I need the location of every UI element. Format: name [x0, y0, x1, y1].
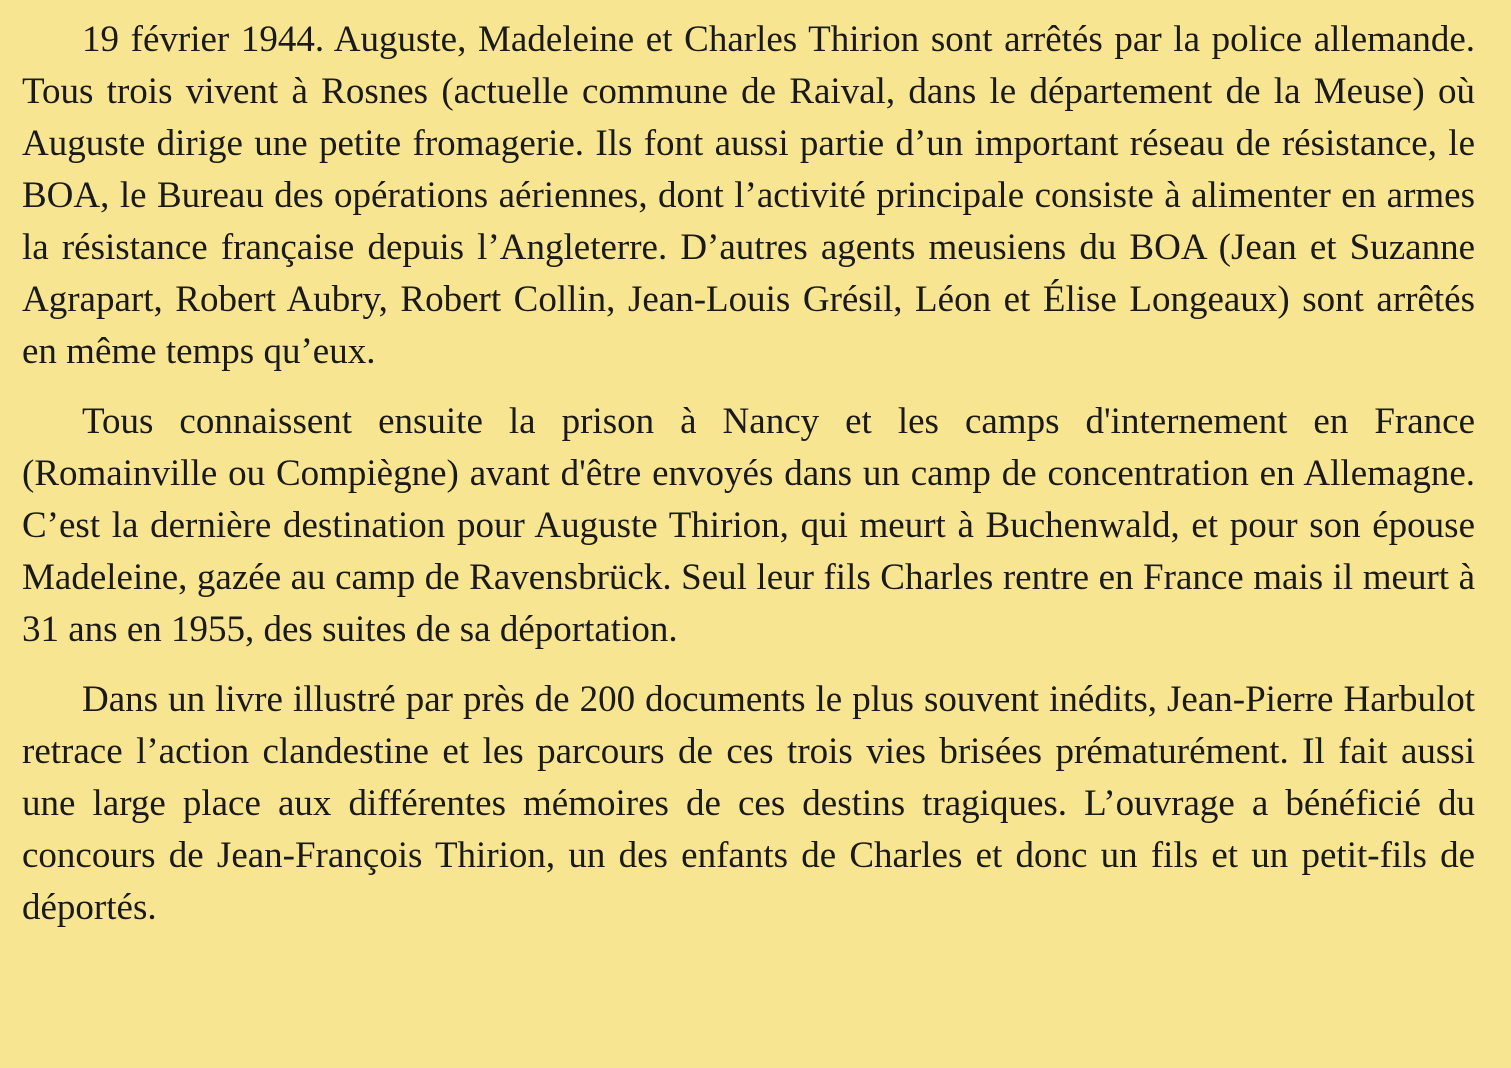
paragraph-book: Dans un livre illustré par près de 200 documents le plus souvent inédits, Jean-Pierre Harbulot retrace l’action clandestine et les parcours de ces trois vies brisées prématurément. Il fait aussi une large place aux différentes mémoires de ces destins tragiques. L’ouvrage a bénéficié du concours de Jean-François Thirion, un des enfants de Charles et donc un fils et un petit-fils de déportés. — [22, 679, 1475, 928]
paragraph-arrest: 19 février 1944. Auguste, Madeleine et Charles Thirion sont arrêtés par la police allemande. Tous trois vivent à Rosnes (actuelle commune de Raival, dans le département de la Meuse) où Auguste dirige une petite fromagerie. Ils font aussi partie d’un important réseau de résistance, le BOA, le Bureau des opérations aériennes, dont l’activité principale consiste à alimenter en armes la résistance française depuis l’Angleterre. D’autres agents meusiens du BOA (Jean et Suzanne Agrapart, Robert Aubry, Robert Collin, Jean-Louis Grésil, Léon et Élise Longeaux) sont arrêtés en même temps qu’eux. — [22, 19, 1475, 372]
paragraph-deportation: Tous connaissent ensuite la prison à Nancy et les camps d'internement en France (Romainville ou Compiègne) avant d'être envoyés dans un camp de concentration en Allemagne. C’est la dernière destination pour Auguste Thirion, qui meurt à Buchenwald, et pour son épouse Madeleine, gazée au camp de Ravensbrück. Seul leur fils Charles rentre en France mais il meurt à 31 ans en 1955, des suites de sa déportation. — [22, 401, 1475, 650]
